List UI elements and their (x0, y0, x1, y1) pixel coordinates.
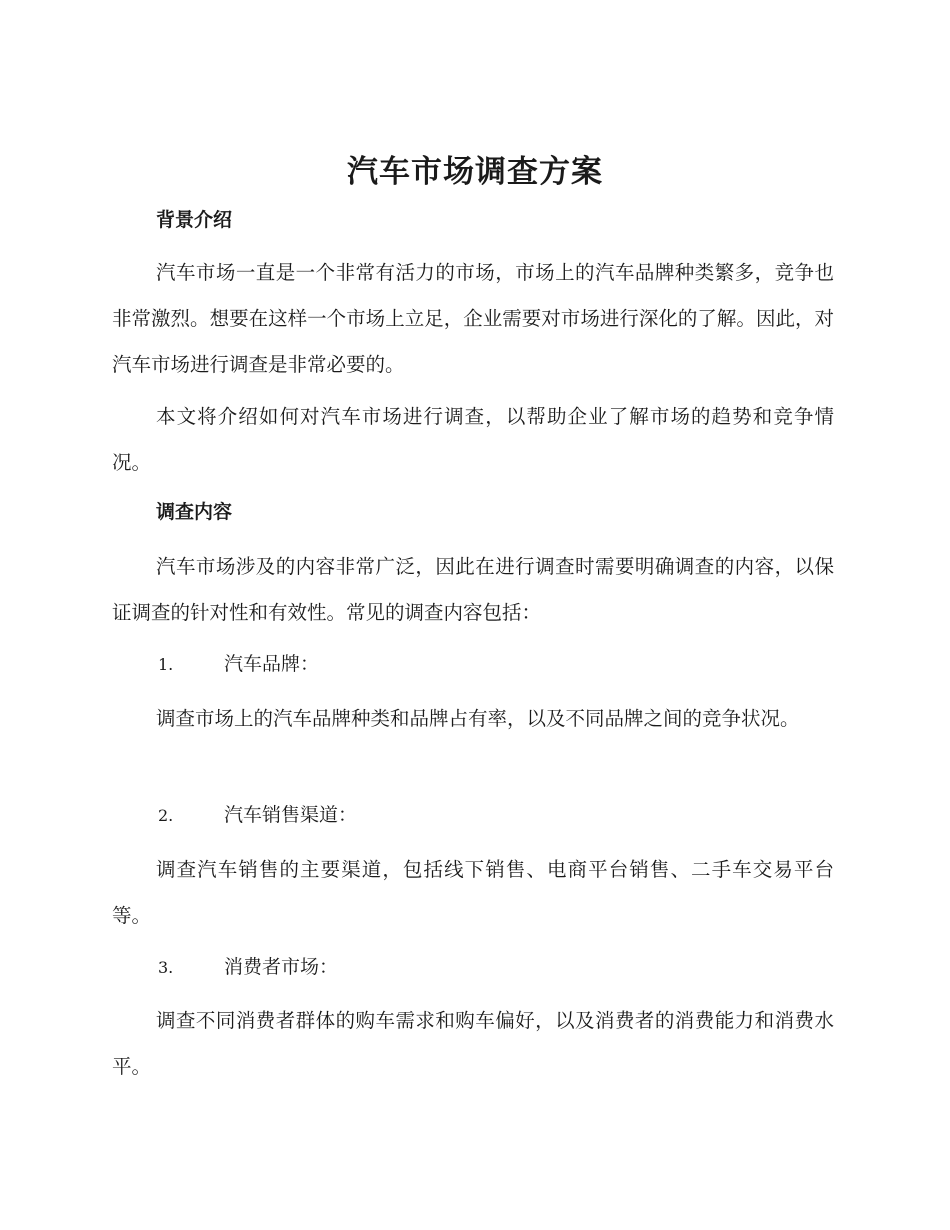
list-number: 3. (158, 958, 174, 977)
section-heading-content: 调查内容 (156, 501, 233, 523)
list-item-car-brand (158, 650, 319, 679)
paragraph-sales-channel: 调查汽车销售的主要渠道，包括线下销售、电商平台销售、二手车交易平台等。 (112, 858, 834, 927)
paragraph-background-2: 本文将介绍如何对汽车市场进行调查，以帮助企业了解市场的趋势和竞争情况。 (112, 405, 834, 474)
list-label: 消费者市场： (224, 956, 339, 978)
list-number: 2. (158, 806, 174, 825)
paragraph-car-brand: 调查市场上的汽车品牌种类和品牌占有率，以及不同品牌之间的竞争状况。 (156, 707, 800, 730)
list-item-consumer-market (158, 953, 338, 982)
list-item-sales-channel (158, 801, 357, 830)
list-label: 汽车销售渠道： (224, 804, 358, 826)
paragraph-content-intro: 汽车市场涉及的内容非常广泛，因此在进行调查时需要明确调查的内容，以保证调查的针对性和有效性。常见的调查内容包括： (112, 555, 834, 624)
list-label: 汽车品牌： (224, 653, 320, 675)
list-number: 1. (158, 655, 174, 674)
paragraph-background-1: 汽车市场一直是一个非常有活力的市场，市场上的汽车品牌种类繁多，竞争也非常激烈。想要在这样一个市场上立足，企业需要对市场进行深化的了解。因此，对汽车市场进行调查是非常必要的。 (112, 261, 834, 376)
section-heading-background: 背景介绍 (156, 209, 233, 231)
paragraph-consumer-market: 调查不同消费者群体的购车需求和购车偏好，以及消费者的消费能力和消费水平。 (112, 1009, 834, 1078)
document-title: 汽车市场调查方案 (347, 154, 603, 190)
